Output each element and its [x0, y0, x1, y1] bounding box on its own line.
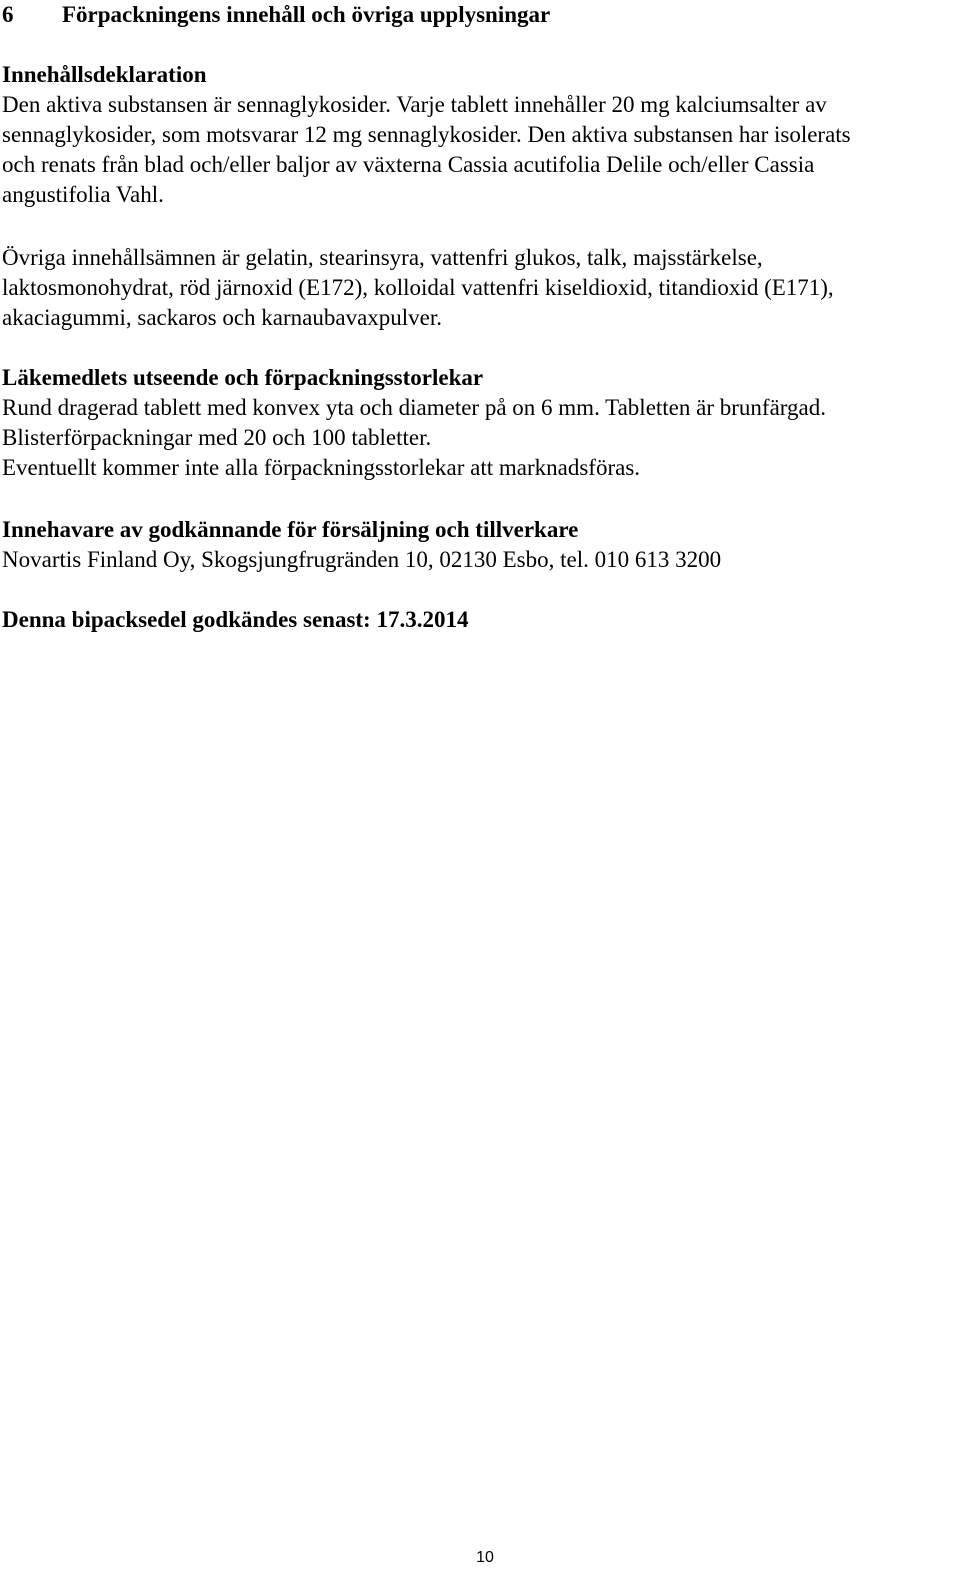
- appearance-line: Eventuellt kommer inte alla förpackningsstorlekar att marknadsföras.: [2, 455, 641, 480]
- other-ingredients-paragraph: [2, 243, 834, 333]
- appearance-section: [2, 363, 826, 483]
- declaration-line: och renats från blad och/eller baljor av växterna Cassia acutifolia Delile och/eller Cassia: [2, 152, 815, 177]
- section-title: Förpackningens innehåll och övriga upplysningar: [62, 2, 551, 27]
- holder-heading: Innehavare av godkännande för försäljning och tillverkare: [2, 517, 579, 542]
- other-ingredients-line: Övriga innehållsämnen är gelatin, stearinsyra, vattenfri glukos, talk, majsstärkelse,: [2, 245, 763, 270]
- declaration-line: sennaglykosider, som motsvarar 12 mg sennaglykosider. Den aktiva substansen har isolerats: [2, 122, 851, 147]
- approval-date: Denna bipacksedel godkändes senast: 17.3.2014: [2, 607, 469, 632]
- declaration-section: [2, 60, 851, 210]
- page-number: 10: [476, 1549, 494, 1566]
- declaration-line: angustifolia Vahl.: [2, 182, 164, 207]
- holder-address: Novartis Finland Oy, Skogsjungfrugränden 10, 02130 Esbo, tel. 010 613 3200: [2, 547, 722, 572]
- other-ingredients-line: akaciagummi, sackaros och karnaubavaxpulver.: [2, 305, 443, 330]
- section-number: 6: [2, 2, 14, 27]
- section-heading: [2, 0, 550, 30]
- appearance-line: Blisterförpackningar med 20 och 100 tabletter.: [2, 425, 432, 450]
- approval-section: [2, 605, 468, 635]
- declaration-heading: Innehållsdeklaration: [2, 62, 207, 87]
- appearance-line: Rund dragerad tablett med konvex yta och diameter på on 6 mm. Tabletten är brunfärgad.: [2, 395, 826, 420]
- holder-section: [2, 515, 721, 575]
- other-ingredients-line: laktosmonohydrat, röd järnoxid (E172), kolloidal vattenfri kiseldioxid, titandioxid (E171),: [2, 275, 834, 300]
- declaration-line: Den aktiva substansen är sennaglykosider. Varje tablett innehåller 20 mg kalciumsalter av: [2, 92, 827, 117]
- appearance-heading: Läkemedlets utseende och förpackningsstorlekar: [2, 365, 484, 390]
